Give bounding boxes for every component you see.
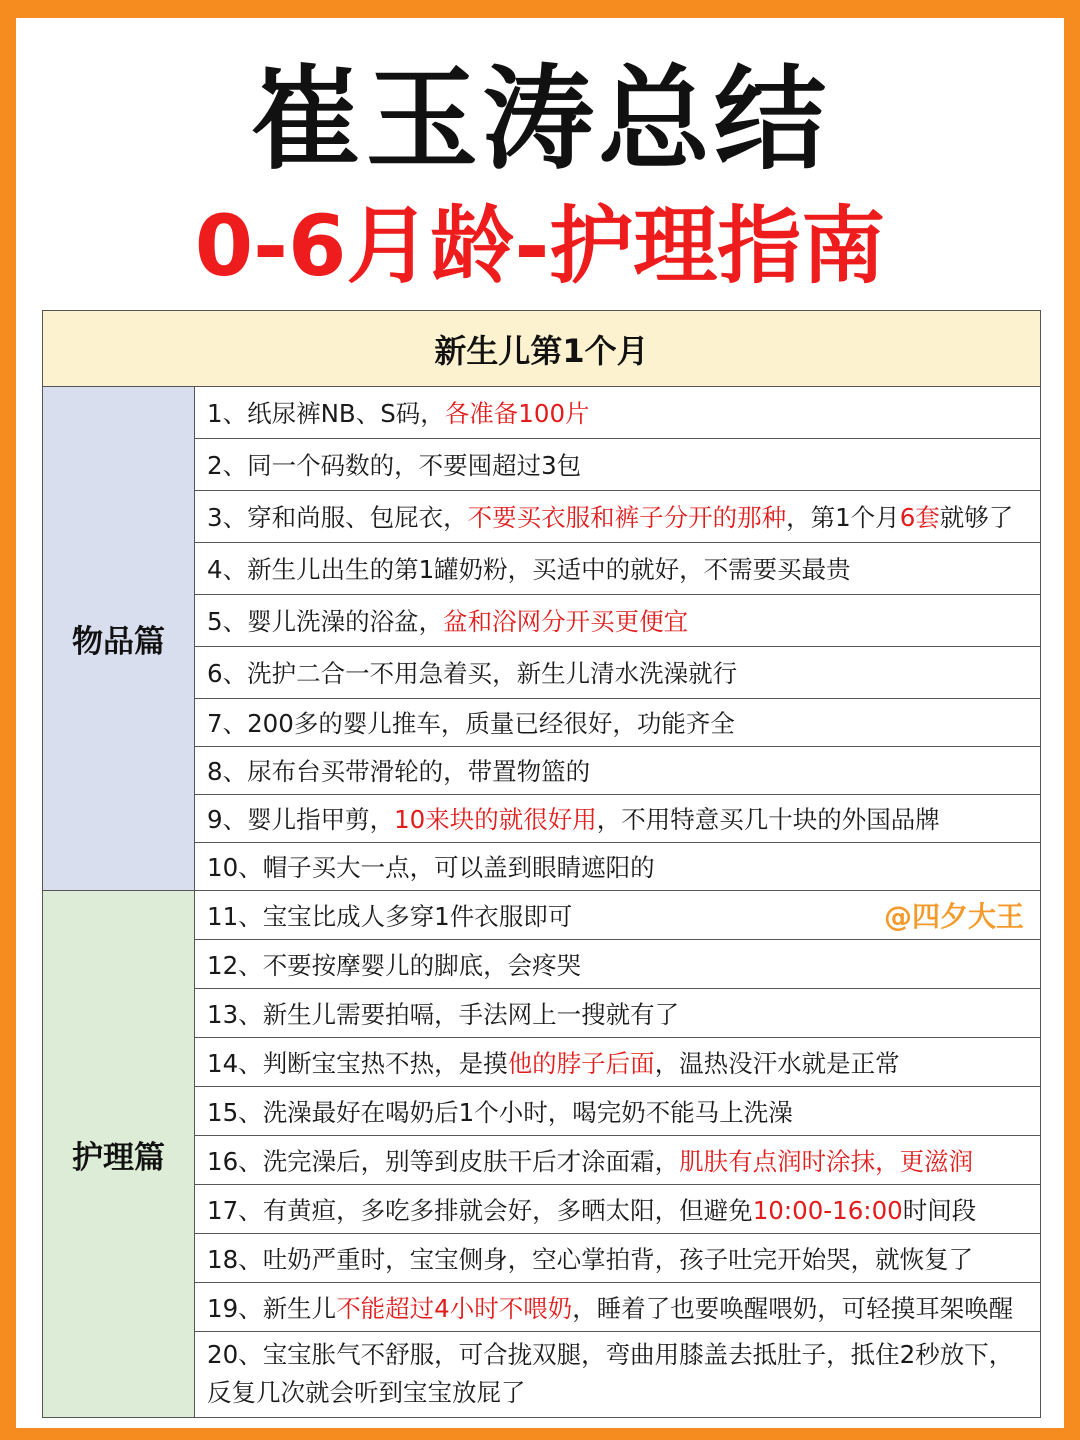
- list-item: [195, 699, 1041, 747]
- item-number: 9、: [207, 805, 248, 834]
- item-number: 7、: [207, 709, 248, 738]
- item-number: 13、: [207, 999, 263, 1029]
- item-number: 2、: [207, 451, 248, 480]
- list-item: [195, 1185, 1041, 1234]
- item-text: 就够了: [939, 503, 1014, 532]
- item-text: 洗护二合一不用急着买，新生儿清水洗澡就行: [247, 659, 738, 688]
- item-number: 11、: [207, 901, 263, 931]
- highlight-text: 10:00-16:00: [752, 1195, 903, 1225]
- item-text: 婴儿洗澡的浴盆，: [247, 607, 444, 636]
- item-number: 3、: [207, 503, 248, 532]
- item-number: 5、: [207, 607, 248, 636]
- item-number: 15、: [207, 1097, 263, 1127]
- item-text: 判断宝宝热不热，是摸: [262, 1048, 508, 1078]
- item-text: ，温热没汗水就是正常: [654, 1048, 900, 1078]
- item-number: 20、: [207, 1339, 263, 1369]
- list-item: [195, 1087, 1041, 1136]
- author-handle: @四夕大王: [883, 900, 1024, 933]
- item-text: 洗澡最好在喝奶后1个小时，喝完奶不能马上洗澡: [262, 1097, 793, 1127]
- highlight-text: 不能超过4小时不喂奶: [336, 1293, 573, 1323]
- item-text: 宝宝胀气不舒服，可合拢双腿，弯曲用膝盖去抵肚子，抵住2秒放下，反复几次就会听到宝宝放屁了: [207, 1339, 1014, 1407]
- item-number: 17、: [207, 1195, 263, 1225]
- item-text: ，第1个月: [786, 503, 900, 532]
- item-text: 有黄疸，多吃多排就会好，多晒太阳，但避免: [262, 1195, 753, 1225]
- list-item: [195, 1332, 1041, 1418]
- item-number: 1、: [207, 399, 248, 428]
- care-guide-table: [42, 310, 1041, 1418]
- table-header: 新生儿第1个月: [43, 311, 1041, 387]
- item-number: 10、: [207, 853, 263, 882]
- list-item: [195, 795, 1041, 843]
- highlight-text: 肌肤有点润时涂抹，更滋润: [679, 1146, 974, 1176]
- highlight-text: 他的脖子后面: [507, 1048, 655, 1078]
- list-item: [195, 940, 1041, 989]
- item-text: ，睡着了也要唤醒喂奶，可轻摸耳架唤醒: [572, 1293, 1014, 1323]
- item-number: 6、: [207, 659, 248, 688]
- item-text: 纸尿裤NB、S码，: [247, 399, 445, 428]
- highlight-text: 不要买衣服和裤子分开的那种: [467, 503, 787, 532]
- item-text: 穿和尚服、包屁衣，: [247, 503, 468, 532]
- item-text: 新生儿出生的第1罐奶粉，买适中的就好，不需要买最贵: [247, 555, 851, 584]
- list-item: [195, 387, 1041, 439]
- list-item: [195, 543, 1041, 595]
- highlight-text: 6套: [899, 503, 940, 532]
- item-number: 12、: [207, 950, 263, 980]
- item-number: 19、: [207, 1293, 263, 1323]
- item-text: 吐奶严重时，宝宝侧身，空心掌拍背，孩子吐完开始哭，就恢复了: [262, 1244, 974, 1274]
- list-item: [195, 439, 1041, 491]
- item-text: 不要按摩婴儿的脚底，会疼哭: [262, 950, 582, 980]
- guide-card: [16, 18, 1064, 1428]
- category-goods: 物品篇: [43, 387, 195, 891]
- list-item: [195, 989, 1041, 1038]
- item-number: 4、: [207, 555, 248, 584]
- category-care: 护理篇: [43, 891, 195, 1418]
- item-number: 18、: [207, 1244, 263, 1274]
- list-item: [195, 595, 1041, 647]
- item-text: 尿布台买带滑轮的，带置物篮的: [247, 757, 591, 786]
- item-text: 帽子买大一点，可以盖到眼睛遮阳的: [262, 853, 655, 882]
- item-text: ，不用特意买几十块的外国品牌: [596, 805, 940, 834]
- item-text: 新生儿: [262, 1293, 337, 1323]
- item-text: 宝宝比成人多穿1件衣服即可: [262, 901, 573, 931]
- highlight-text: 各准备100片: [444, 399, 590, 428]
- list-item: [195, 747, 1041, 795]
- item-text: 同一个码数的，不要囤超过3包: [247, 451, 582, 480]
- item-text: 洗完澡后，别等到皮肤干后才涂面霜，: [262, 1146, 680, 1176]
- page-title: 崔玉涛总结: [250, 55, 830, 185]
- list-item: [195, 1136, 1041, 1185]
- list-item: [195, 1038, 1041, 1087]
- item-number: 14、: [207, 1048, 263, 1078]
- list-item: [195, 1283, 1041, 1332]
- list-item: [195, 843, 1041, 891]
- item-text: 时间段: [902, 1195, 977, 1225]
- table-row: [43, 891, 1041, 940]
- item-number: 16、: [207, 1146, 263, 1176]
- page-subtitle: 0-6月龄-护理指南: [194, 197, 886, 295]
- item-text: 婴儿指甲剪，: [247, 805, 395, 834]
- list-item: [195, 647, 1041, 699]
- list-item: [195, 1234, 1041, 1283]
- item-text: 200多的婴儿推车，质量已经很好，功能齐全: [247, 709, 735, 738]
- list-item: [195, 491, 1041, 543]
- highlight-text: 盆和浴网分开买更便宜: [443, 607, 689, 636]
- item-number: 8、: [207, 757, 248, 786]
- list-item: [195, 891, 1041, 940]
- table-row: [43, 387, 1041, 439]
- table-header-row: [43, 311, 1041, 387]
- highlight-text: 10来块的就很好用: [394, 805, 597, 834]
- item-text: 新生儿需要拍嗝，手法网上一搜就有了: [262, 999, 680, 1029]
